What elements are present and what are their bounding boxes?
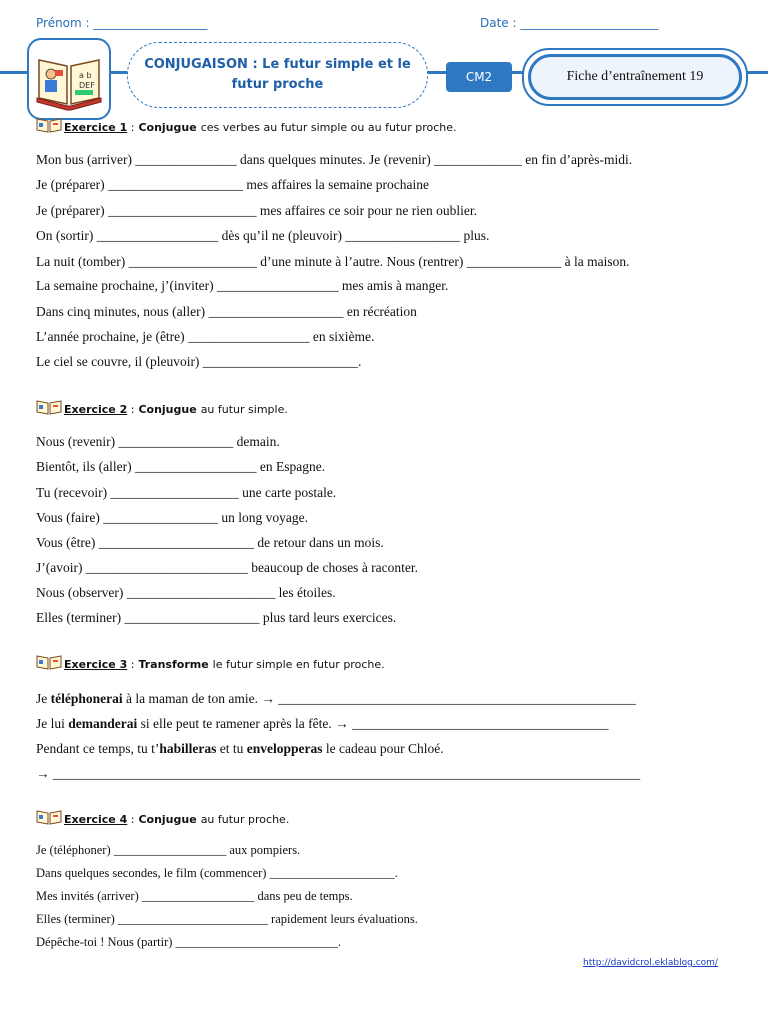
exercise-1-header: Exercice 1 : Conjugue ces verbes au futur simple ou au futur proche.: [36, 114, 457, 134]
exercise-line[interactable]: Le ciel se couvre, il (pleuvoir) _______________________.: [36, 354, 362, 369]
line-text: si elle peut te ramener après la fête. → ______________________________________: [137, 716, 609, 731]
exercise-title: Exercice 1: [64, 121, 128, 134]
verb-bold: envelopperas: [246, 741, 323, 756]
exercise-line[interactable]: Je (téléphoner) __________________ aux pompiers.: [36, 843, 301, 857]
exercise-4-header: Exercice 4 : Conjugue au futur proche.: [36, 806, 289, 826]
exercise-line[interactable]: Vous (faire) _________________ un long voyage.: [36, 510, 308, 525]
verb-bold: habilleras: [159, 741, 217, 756]
exercise-line[interactable]: Tu (recevoir) ___________________ une carte postale.: [36, 485, 337, 500]
verb-bold: téléphonerai: [50, 691, 123, 706]
book-icon: [36, 116, 62, 134]
exercise-line[interactable]: La nuit (tomber) ___________________ d’une minute à l’autre. Nous (rentrer) ______________ à la maison.: [36, 254, 630, 269]
line-text: Je: [36, 691, 51, 706]
exercise-line[interactable]: Bientôt, ils (aller) __________________ en Espagne.: [36, 459, 326, 474]
exercise-title: Exercice 2: [64, 403, 128, 416]
book-icon: [36, 398, 62, 416]
level-badge: CM2: [446, 62, 512, 92]
exercise-title: Exercice 4: [64, 813, 128, 826]
exercise-instruction: le futur simple en futur proche.: [212, 658, 385, 671]
exercise-verb: Conjugue: [138, 121, 197, 134]
exercise-line[interactable]: Nous (observer) ______________________ les étoiles.: [36, 585, 336, 600]
exercise-line[interactable]: Dans cinq minutes, nous (aller) ____________________ en récréation: [36, 304, 417, 319]
exercise-2-header: Exercice 2 : Conjugue au futur simple.: [36, 396, 288, 416]
exercise-line[interactable]: J’(avoir) ________________________ beaucoup de choses à raconter.: [36, 560, 419, 575]
logo-box: [27, 38, 111, 120]
exercise-line[interactable]: Dépêche-toi ! Nous (partir) __________________________.: [36, 935, 342, 949]
line-text: le cadeau pour Chloé.: [322, 741, 444, 756]
exercise-line[interactable]: L’année prochaine, je (être) __________________ en sixième.: [36, 329, 375, 344]
fiche-badge: [522, 48, 748, 106]
book-icon: [36, 653, 62, 671]
line-text: Pendant ce temps, tu t’: [36, 741, 160, 756]
exercise-line[interactable]: Elles (terminer) ____________________ plus tard leurs exercices.: [36, 610, 397, 625]
exercise-title: Exercice 3: [64, 658, 128, 671]
line-text: et tu: [216, 741, 247, 756]
exercise-verb: Conjugue: [138, 403, 197, 416]
verb-bold: demanderai: [68, 716, 138, 731]
svg-text:DEF: DEF: [79, 81, 95, 90]
exercise-verb: Transforme: [138, 658, 209, 671]
exercise-3-header: Exercice 3 : Transforme le futur simple en futur proche.: [36, 651, 385, 671]
line-text: Je lui: [36, 716, 69, 731]
page-title: CONJUGAISON : Le futur simple et le futur proche: [144, 57, 411, 92]
exercise-line[interactable]: Elles (terminer) ________________________ rapidement leurs évaluations.: [36, 912, 418, 926]
exercise-instruction: au futur simple.: [200, 403, 288, 416]
exercise-line[interactable]: Mes invités (arriver) __________________ dans peu de temps.: [36, 889, 353, 903]
exercise-line[interactable]: Je (préparer) ______________________ mes affaires ce soir pour ne rien oublier.: [36, 203, 477, 218]
exercise-line[interactable]: Nous (revenir) _________________ demain.: [36, 434, 280, 449]
svg-text:a b: a b: [79, 71, 92, 80]
date-field[interactable]: Date : _______________________: [480, 16, 659, 30]
exercise-instruction: ces verbes au futur simple ou au futur proche.: [200, 121, 457, 134]
exercise-line[interactable]: [36, 716, 609, 732]
exercise-verb: Conjugue: [138, 813, 197, 826]
exercise-line[interactable]: Vous (être) _______________________ de retour dans un mois.: [36, 535, 384, 550]
line-text: à la maman de ton amie. → _____________________________________________________: [122, 691, 636, 706]
exercise-line: [36, 741, 444, 757]
title-box: [127, 42, 428, 108]
source-link[interactable]: http://davidcrol.eklablog.com/: [583, 958, 718, 968]
exercise-line[interactable]: La semaine prochaine, j’(inviter) __________________ mes amis à manger.: [36, 278, 449, 293]
prenom-field[interactable]: Prénom : ___________________: [36, 16, 208, 30]
open-book-icon: [29, 40, 109, 118]
fiche-label: Fiche d’entraînement 19: [528, 54, 742, 100]
exercise-line[interactable]: [36, 691, 636, 707]
exercise-line[interactable]: → _______________________________________________________________________________________: [36, 766, 641, 781]
exercise-instruction: au futur proche.: [200, 813, 290, 826]
exercise-line[interactable]: Je (préparer) ____________________ mes affaires la semaine prochaine: [36, 177, 429, 192]
exercise-line[interactable]: Dans quelques secondes, le film (commencer) ____________________.: [36, 866, 398, 880]
book-icon: [36, 808, 62, 826]
exercise-line[interactable]: On (sortir) __________________ dès qu’il ne (pleuvoir) _________________ plus.: [36, 228, 490, 243]
exercise-line[interactable]: Mon bus (arriver) _______________ dans quelques minutes. Je (revenir) _____________ en fin d’après-midi.: [36, 152, 633, 167]
